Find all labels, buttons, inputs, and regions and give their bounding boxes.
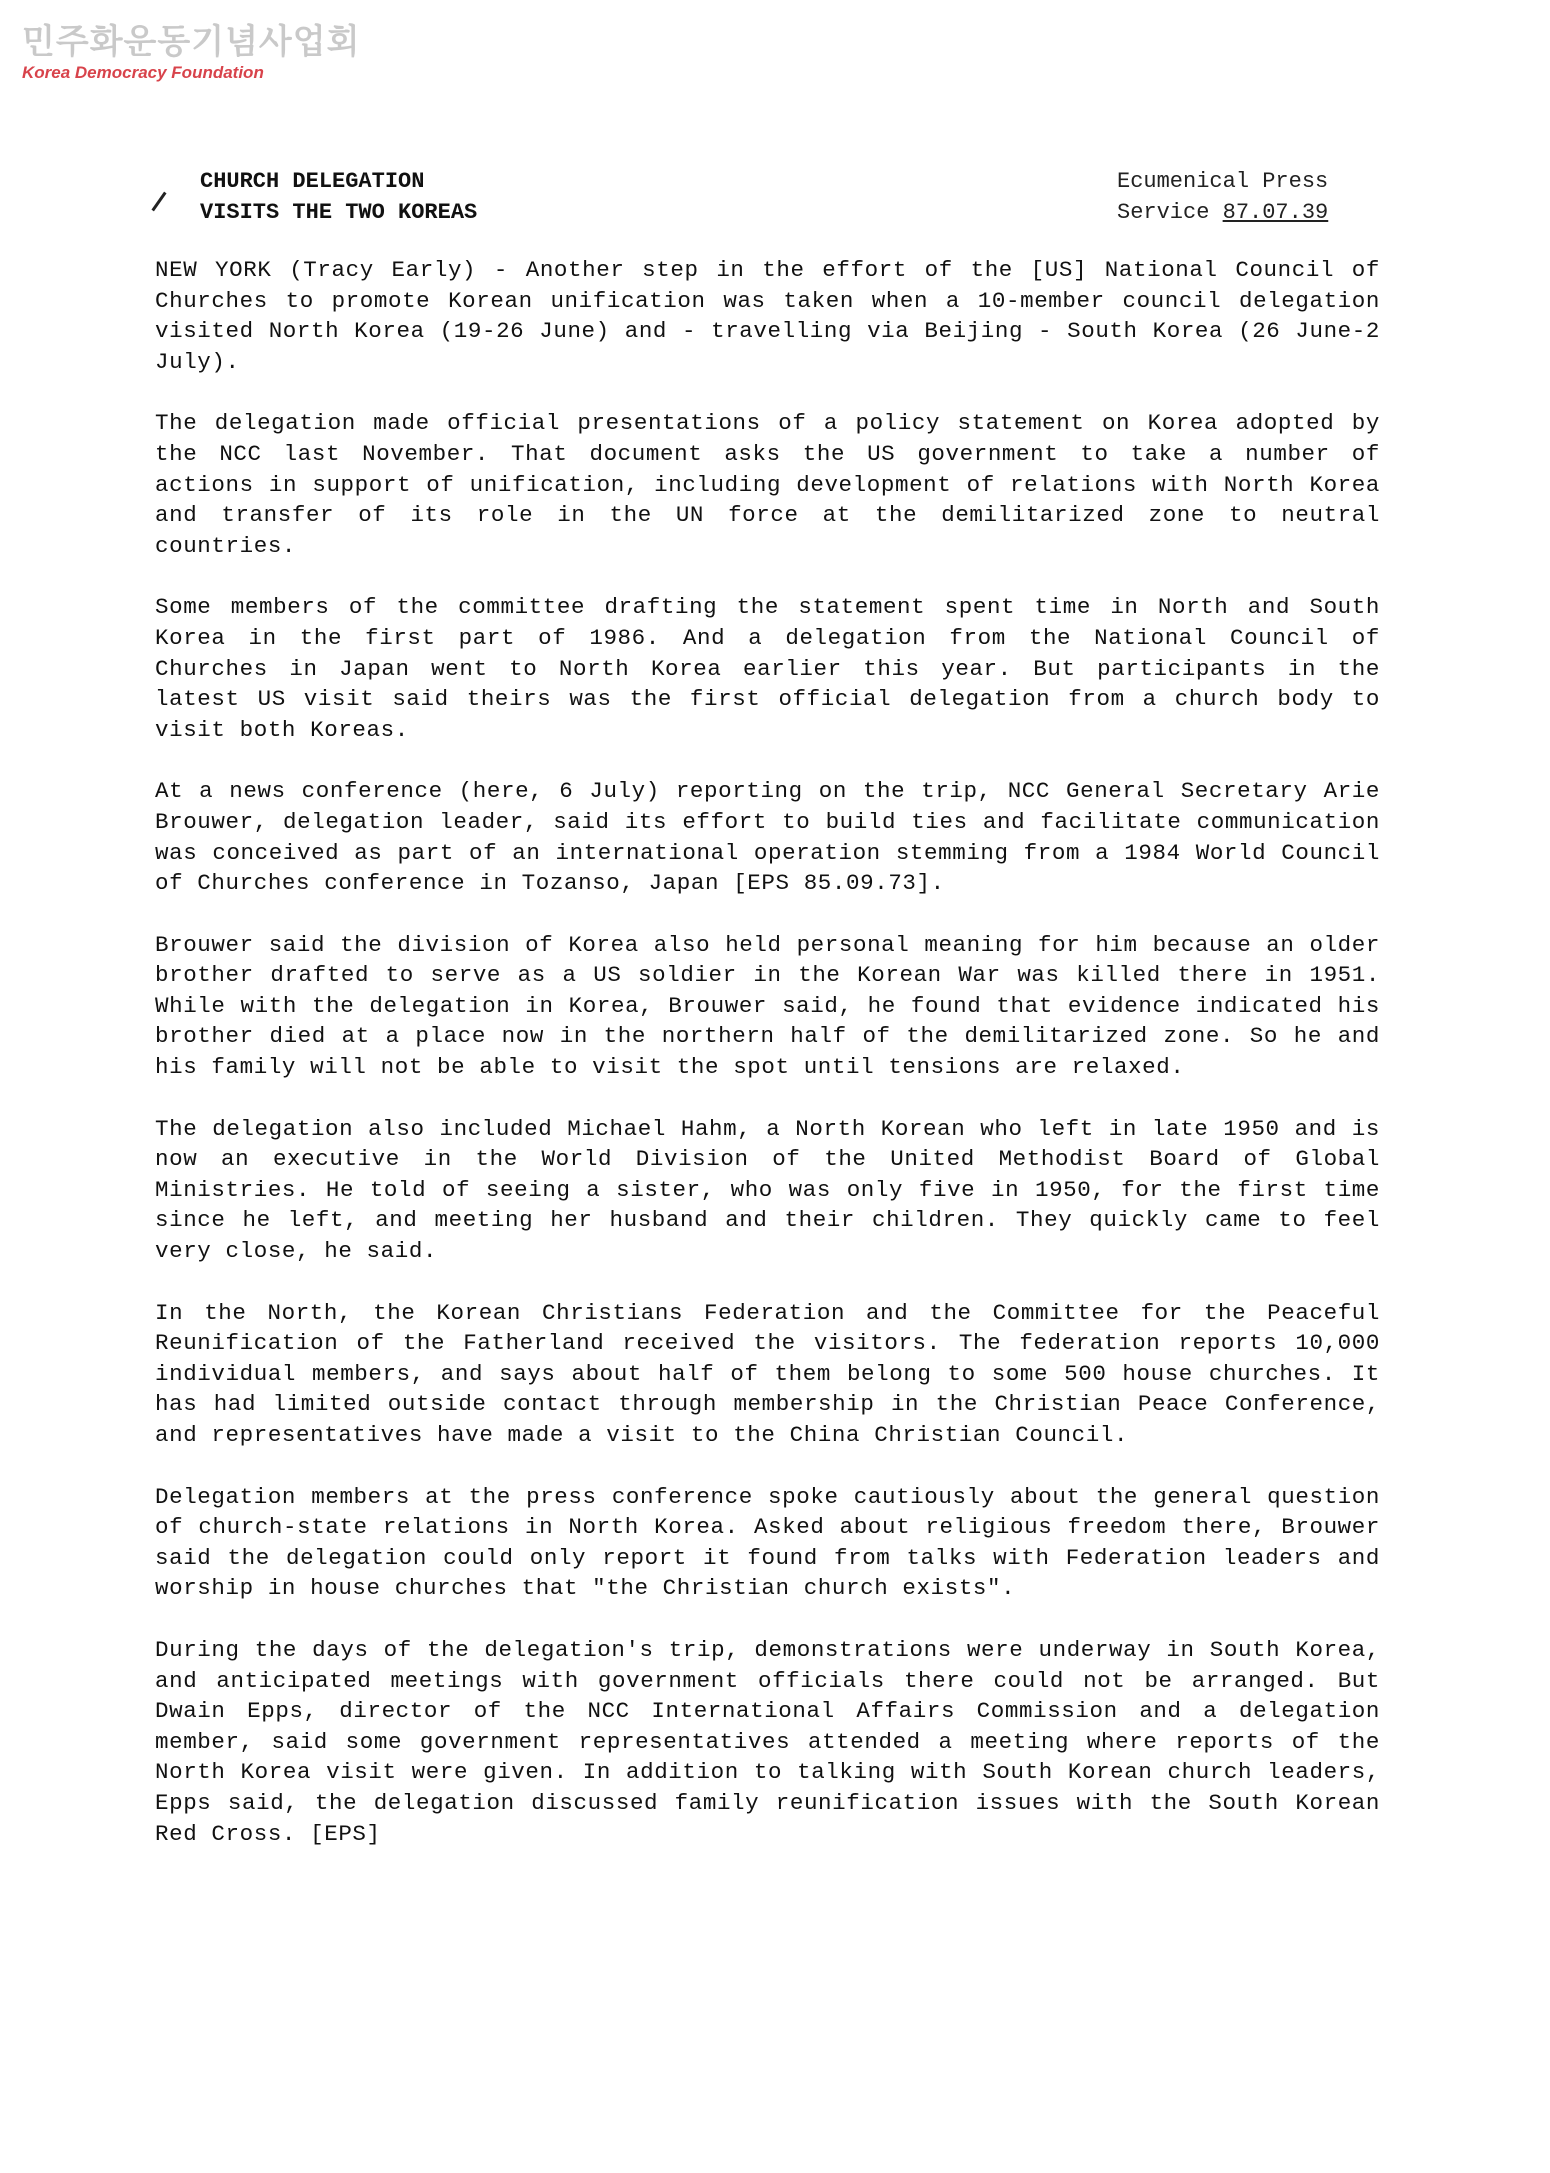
article-paragraph: NEW YORK (Tracy Early) - Another step in the effort of the [US] National Council of Churches to promote Korean unification was taken when a 10-member council delegation visited North Korea (19-26 June) and - travelling via Beijing - South Korea (26 June-2 July). <box>155 257 1380 375</box>
watermark-english-text: Korea Democracy Foundation <box>22 63 264 82</box>
article-paragraph: Brouwer said the division of Korea also held personal meaning for him because an older brother drafted to serve as a US soldier in the Korean War was killed there in 1951. While with the delegation in Korea, Brouwer said, he found that evidence indicated his brother died at a place now in the northern half of the demilitarized zone. So he and his family will not be able to visit the spot until tensions are relaxed. <box>155 931 1380 1081</box>
article-paragraph: The delegation made official presentations of a policy statement on Korea adopted by the NCC last November. That document asks the US government to take a number of actions in support of unification, including development of relations with North Korea and transfer of its role in the UN force at the demilitarized zone to neutral countries. <box>155 410 1380 559</box>
headline-line-2: VISITS THE TWO KOREAS <box>200 200 478 225</box>
headline <box>200 166 477 228</box>
article-paragraph: In the North, the Korean Christians Federation and the Committee for the Peaceful Reunification of the Fatherland received the visitors. The federation reports 10,000 individual members, and says about half of them belong to some 500 house churches. It has had limited outside contact through membership in the Christian Peace Conference, and representatives have made a visit to the China Christian Council. <box>155 1299 1380 1448</box>
source-name: Ecumenical Press <box>1117 169 1329 194</box>
source-info <box>1117 166 1328 228</box>
article-paragraph: Some members of the committee drafting the statement spent time in North and South Korea in the first part of 1986. And a delegation from the National Council of Churches in Japan went to North Korea earlier this year. But participants in the latest US visit said theirs was the first official delegation from a church body to visit both Koreas. <box>155 594 1380 743</box>
headline-line-1: CHURCH DELEGATION <box>200 169 425 194</box>
article-paragraph: The delegation also included Michael Hahm, a North Korean who left in late 1950 and is now an executive in the World Division of the United Methodist Board of Global Ministries. He told of seeing a sister, who was only five in 1950, for the first time since he left, and meeting her husband and their children. They quickly came to feel very close, he said. <box>155 1115 1380 1265</box>
article-paragraph: During the days of the delegation's trip, demonstrations were underway in South Korea, and anticipated meetings with government officials there could not be arranged. But Dwain Epps, director of the NCC International Affairs Commission and a delegation member, said some government representatives attended a meeting where reports of the North Korea visit were given. In addition to talking with South Korean church leaders, Epps said, the delegation discussed family reunification issues with the South Korean Red Cross. [EPS] <box>155 1636 1380 1847</box>
source-label: Service <box>1117 200 1210 225</box>
pen-mark <box>151 192 166 212</box>
article-body <box>155 255 1380 1880</box>
watermark-korean-text: 민주화운동기념사업회 <box>22 22 361 62</box>
article-paragraph: At a news conference (here, 6 July) reporting on the trip, NCC General Secretary Arie Brouwer, delegation leader, said its effort to build ties and facilitate communication was conceived as part of an international operation stemming from a 1984 World Council of Churches conference in Tozanso, Japan [EPS 85.09.73]. <box>155 778 1380 897</box>
source-serial-number: 87.07.39 <box>1222 200 1329 225</box>
foundation-watermark <box>22 22 360 84</box>
article-paragraph: Delegation members at the press conference spoke cautiously about the general question of church-state relations in North Korea. Asked about religious freedom there, Brouwer said the delegation could only report it found from talks with Federation leaders and worship in house churches that "the Christian church exists". <box>155 1483 1380 1602</box>
